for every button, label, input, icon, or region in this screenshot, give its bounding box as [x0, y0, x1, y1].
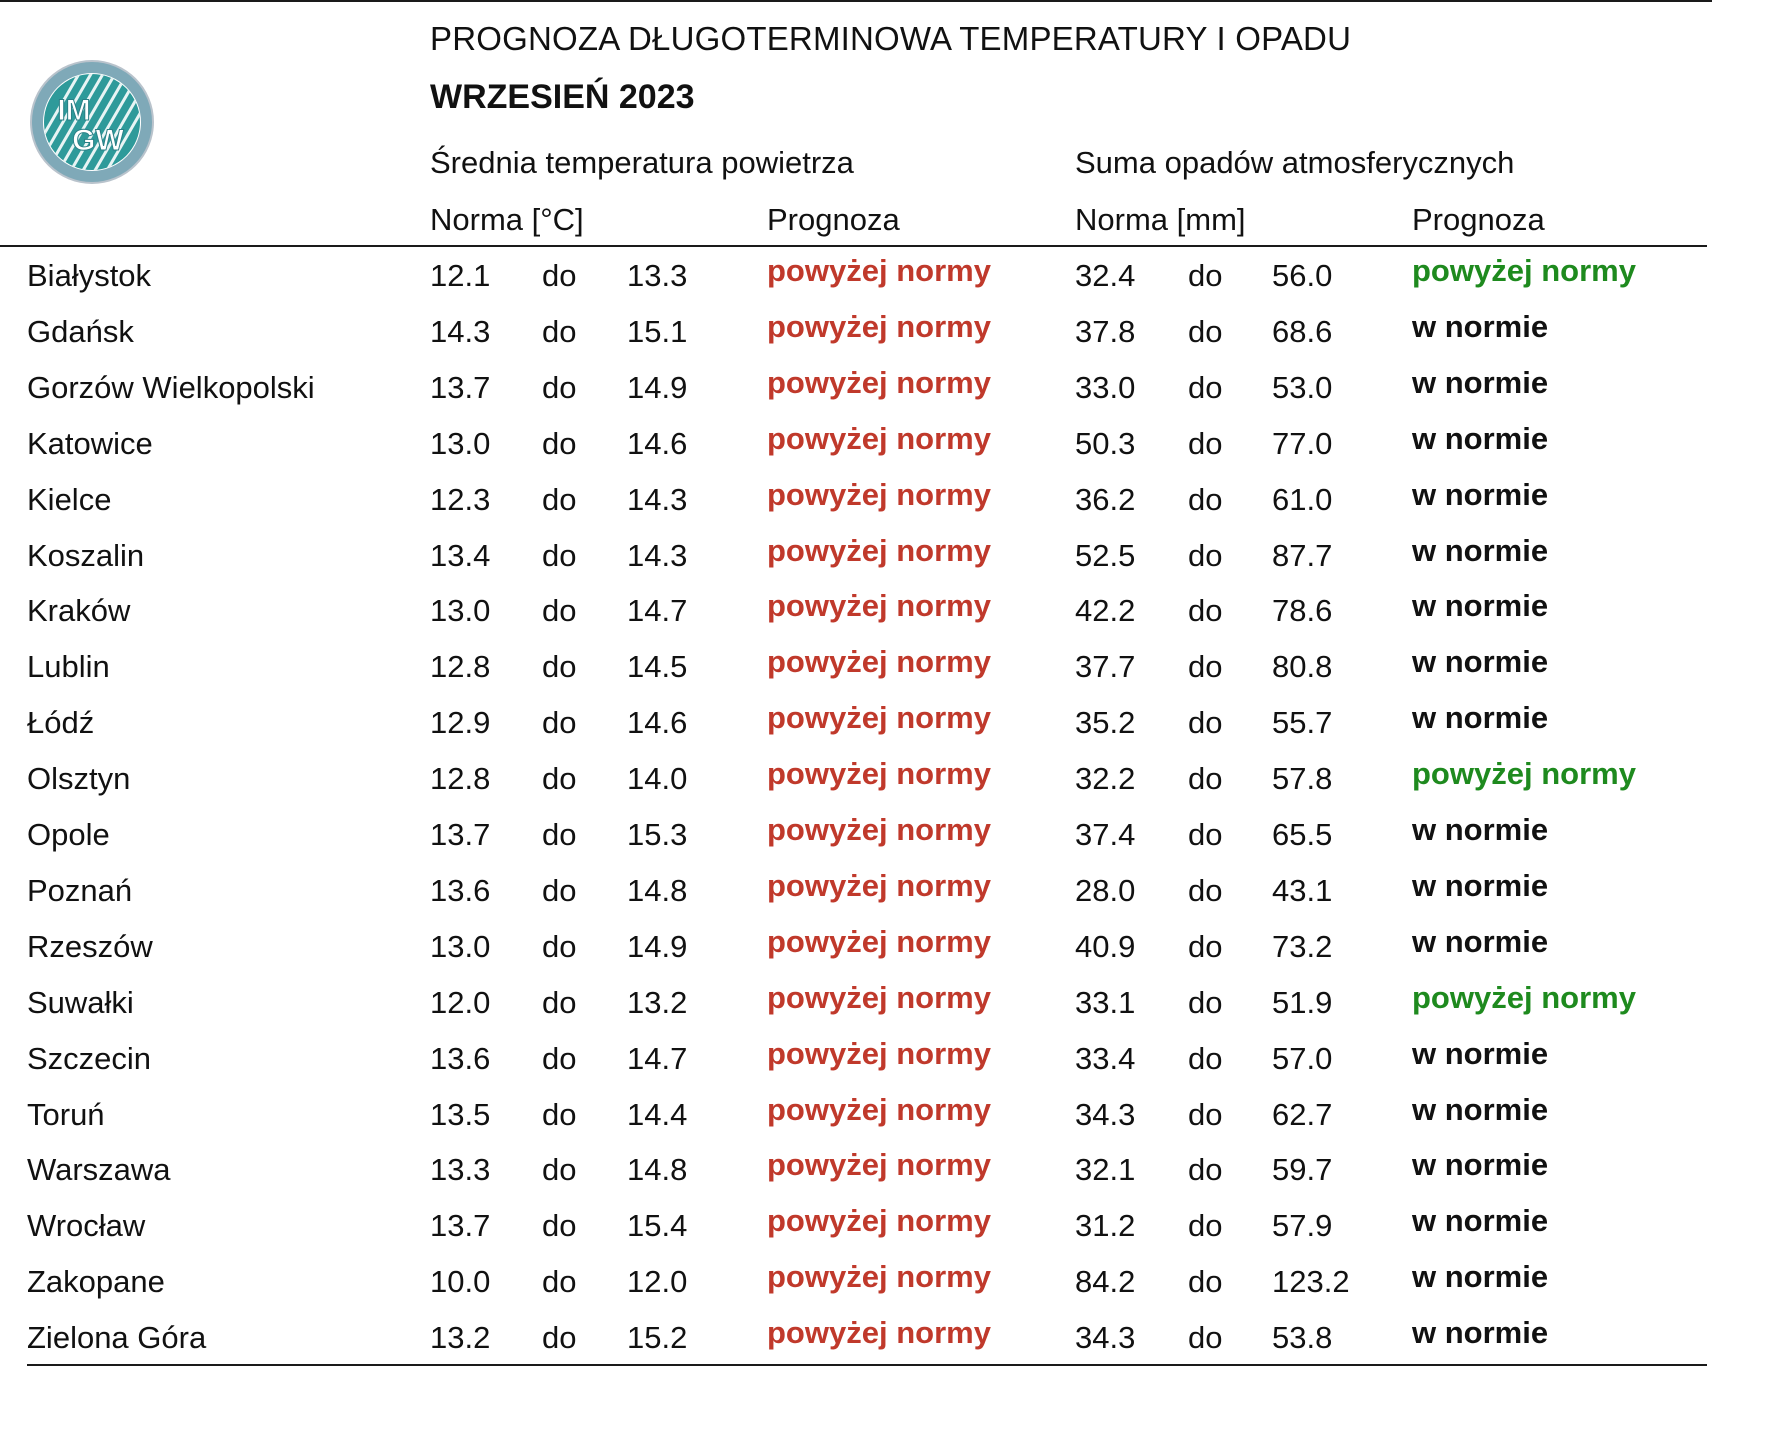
precip-norm-max: 53.8 [1272, 1320, 1333, 1356]
page-title: PROGNOZA DŁUGOTERMINOWA TEMPERATURY I OPADU [430, 20, 1352, 57]
precip-norm-min: 35.2 [1075, 705, 1136, 741]
temp-norm-max: 15.1 [627, 313, 688, 349]
temp-norm-sep: do [542, 369, 577, 405]
precip-norm-min: 34.3 [1075, 1320, 1136, 1356]
precip-norm-sep: do [1188, 593, 1223, 629]
precip-forecast: w normie [1412, 1203, 1549, 1239]
temp-norm-max: 14.3 [627, 481, 688, 517]
city-name: Koszalin [27, 537, 145, 573]
temp-forecast: powyżej normy [767, 1259, 991, 1295]
precip-norm-sep: do [1188, 705, 1223, 741]
precip-norm-min: 33.0 [1075, 369, 1136, 405]
temp-norm-sep: do [542, 1152, 577, 1188]
city-name: Kraków [27, 593, 131, 629]
precip-norm-sep: do [1188, 425, 1223, 461]
temp-norm-max: 14.3 [627, 537, 688, 573]
header-rule [0, 245, 1707, 247]
city-name: Olsztyn [27, 761, 131, 797]
temp-norm-max: 14.8 [627, 872, 688, 908]
temp-norm-min: 12.3 [430, 481, 491, 517]
table-row [0, 1259, 1769, 1320]
table-row [0, 1035, 1769, 1097]
temp-norm-min: 13.6 [430, 1040, 491, 1076]
precip-forecast: w normie [1412, 532, 1549, 568]
precip-norm-sep: do [1188, 313, 1223, 349]
precip-forecast: powyżej normy [1412, 979, 1636, 1015]
precip-norm-sep: do [1188, 761, 1223, 797]
temp-forecast: powyżej normy [767, 644, 991, 680]
temp-norm-sep: do [542, 817, 577, 852]
city-name: Zielona Góra [27, 1320, 207, 1356]
precip-forecast: w normie [1412, 700, 1549, 736]
table-row [0, 253, 1769, 314]
precip-norm-max: 57.0 [1272, 1040, 1333, 1076]
precip-norm-max: 43.1 [1272, 872, 1333, 908]
temp-norm-min: 14.3 [430, 313, 491, 349]
city-name: Warszawa [27, 1152, 171, 1188]
precip-norm-min: 32.1 [1075, 1152, 1136, 1188]
temp-forecast: powyżej normy [767, 532, 991, 568]
temp-section-heading: Średnia temperatura powietrza [430, 145, 854, 180]
temp-norm-min: 13.7 [430, 1208, 491, 1244]
city-name: Suwałki [27, 984, 134, 1020]
temp-forecast: powyżej normy [767, 1091, 991, 1127]
temp-norm-max: 15.2 [627, 1320, 688, 1356]
precip-norm-max: 77.0 [1272, 425, 1333, 461]
temp-forecast: powyżej normy [767, 700, 991, 736]
temp-norm-max: 12.0 [627, 1264, 688, 1300]
temp-norm-sep: do [542, 425, 577, 461]
temp-norm-max: 14.6 [627, 705, 688, 741]
temp-norm-header: Norma [°C] [430, 202, 584, 237]
precip-norm-sep: do [1188, 481, 1223, 517]
city-name: Kielce [27, 481, 112, 517]
precip-forecast: w normie [1412, 364, 1549, 400]
temp-norm-sep: do [542, 1096, 577, 1132]
temp-forecast: powyżej normy [767, 756, 991, 792]
precip-norm-min: 37.7 [1075, 649, 1136, 685]
precip-norm-min: 84.2 [1075, 1264, 1136, 1300]
city-name: Opole [27, 817, 110, 852]
temp-norm-max: 14.6 [627, 425, 688, 461]
precip-norm-max: 57.9 [1272, 1208, 1333, 1244]
temp-norm-max: 14.0 [627, 761, 688, 797]
imgw-logo [28, 58, 156, 186]
temp-norm-sep: do [542, 1208, 577, 1244]
precip-norm-min: 36.2 [1075, 481, 1136, 517]
temp-norm-max: 15.4 [627, 1208, 688, 1244]
precip-norm-min: 28.0 [1075, 872, 1136, 908]
precip-norm-max: 57.8 [1272, 761, 1333, 797]
temp-forecast: powyżej normy [767, 1035, 991, 1071]
temp-norm-sep: do [542, 705, 577, 741]
table-row [0, 812, 1769, 873]
temp-norm-max: 14.7 [627, 593, 688, 629]
temp-norm-sep: do [542, 1040, 577, 1076]
city-name: Gdańsk [27, 313, 134, 349]
precip-norm-header: Norma [mm] [1075, 202, 1246, 237]
precip-forecast: w normie [1412, 1315, 1549, 1351]
temp-norm-sep: do [542, 313, 577, 349]
city-name: Gorzów Wielkopolski [27, 369, 315, 405]
precip-norm-sep: do [1188, 537, 1223, 573]
table-row [0, 979, 1769, 1041]
precip-forecast: w normie [1412, 420, 1549, 456]
precip-norm-sep: do [1188, 1208, 1223, 1244]
precip-forecast: w normie [1412, 1259, 1549, 1295]
temp-norm-sep: do [542, 258, 577, 293]
precip-norm-max: 80.8 [1272, 649, 1333, 685]
precip-norm-min: 34.3 [1075, 1096, 1136, 1132]
temp-forecast: powyżej normy [767, 308, 991, 344]
precip-norm-sep: do [1188, 817, 1223, 852]
table-row [0, 644, 1769, 705]
precip-forecast: w normie [1412, 476, 1549, 512]
precip-norm-max: 56.0 [1272, 258, 1333, 293]
precip-norm-min: 50.3 [1075, 425, 1136, 461]
temp-norm-min: 13.0 [430, 425, 491, 461]
precip-norm-min: 37.8 [1075, 313, 1136, 349]
precip-norm-min: 33.1 [1075, 984, 1136, 1020]
table-row [0, 1315, 1769, 1376]
table-row [0, 700, 1769, 761]
precip-forecast: powyżej normy [1412, 756, 1636, 792]
precip-norm-min: 52.5 [1075, 537, 1136, 573]
temp-norm-sep: do [542, 761, 577, 797]
precip-forecast: w normie [1412, 1091, 1549, 1127]
precip-norm-sep: do [1188, 928, 1223, 964]
table-row [0, 756, 1769, 817]
city-name: Lublin [27, 649, 110, 685]
table-row [0, 1091, 1769, 1153]
table-row [0, 420, 1769, 482]
precip-norm-max: 87.7 [1272, 537, 1333, 573]
table-row [0, 588, 1769, 649]
temp-norm-sep: do [542, 481, 577, 517]
temp-norm-sep: do [542, 1320, 577, 1356]
precip-forecast: w normie [1412, 308, 1549, 344]
table-row [0, 532, 1769, 594]
temp-norm-min: 13.7 [430, 369, 491, 405]
temp-norm-min: 13.6 [430, 872, 491, 908]
precip-norm-sep: do [1188, 649, 1223, 685]
temp-forecast: powyżej normy [767, 1147, 991, 1183]
temp-forecast: powyżej normy [767, 923, 991, 959]
city-name: Wrocław [27, 1208, 146, 1244]
temp-norm-max: 14.9 [627, 928, 688, 964]
table-row [0, 867, 1769, 929]
temp-norm-min: 10.0 [430, 1264, 491, 1300]
period-title: WRZESIEŃ 2023 [430, 78, 695, 116]
temp-norm-max: 14.5 [627, 649, 688, 685]
temp-forecast: powyżej normy [767, 253, 991, 288]
precip-forecast: powyżej normy [1412, 253, 1636, 288]
precip-norm-sep: do [1188, 1152, 1223, 1188]
precip-norm-min: 32.4 [1075, 258, 1136, 293]
precip-norm-max: 123.2 [1272, 1264, 1350, 1300]
precip-norm-sep: do [1188, 1320, 1223, 1356]
precip-forecast: w normie [1412, 1147, 1549, 1183]
precip-norm-max: 62.7 [1272, 1096, 1333, 1132]
temp-norm-max: 13.2 [627, 984, 688, 1020]
temp-norm-min: 12.8 [430, 761, 491, 797]
temp-forecast: powyżej normy [767, 812, 991, 847]
city-name: Zakopane [27, 1264, 165, 1300]
table-row [0, 1203, 1769, 1264]
precip-norm-max: 65.5 [1272, 817, 1333, 852]
precip-norm-min: 42.2 [1075, 593, 1136, 629]
temp-norm-sep: do [542, 1264, 577, 1300]
top-rule [0, 0, 1712, 2]
temp-norm-max: 14.8 [627, 1152, 688, 1188]
temp-norm-max: 15.3 [627, 817, 688, 852]
temp-norm-max: 14.4 [627, 1096, 688, 1132]
temp-forecast: powyżej normy [767, 1315, 991, 1351]
temp-norm-max: 14.9 [627, 369, 688, 405]
precip-norm-min: 37.4 [1075, 817, 1136, 852]
temp-norm-sep: do [542, 928, 577, 964]
temp-norm-min: 12.8 [430, 649, 491, 685]
precip-norm-max: 59.7 [1272, 1152, 1333, 1188]
precip-norm-max: 51.9 [1272, 984, 1333, 1020]
temp-forecast-header: Prognoza [767, 202, 900, 237]
logo-text-top: IM [57, 94, 91, 127]
temp-forecast: powyżej normy [767, 867, 991, 903]
precip-norm-min: 40.9 [1075, 928, 1136, 964]
precip-norm-sep: do [1188, 258, 1223, 293]
precip-forecast: w normie [1412, 867, 1549, 903]
city-name: Toruń [27, 1096, 105, 1132]
city-name: Poznań [27, 872, 133, 908]
logo-text-bottom: GW [72, 124, 124, 157]
precip-norm-max: 73.2 [1272, 928, 1333, 964]
table-row [0, 308, 1769, 370]
precip-norm-max: 61.0 [1272, 481, 1333, 517]
precip-norm-sep: do [1188, 872, 1223, 908]
precip-norm-min: 32.2 [1075, 761, 1136, 797]
temp-forecast: powyżej normy [767, 476, 991, 512]
temp-norm-min: 13.4 [430, 537, 491, 573]
temp-forecast: powyżej normy [767, 1203, 991, 1239]
precip-forecast: w normie [1412, 923, 1549, 959]
imgw-logo-graphic [28, 58, 156, 186]
table-row [0, 923, 1769, 985]
precip-norm-sep: do [1188, 1264, 1223, 1300]
city-name: Rzeszów [27, 928, 153, 964]
precip-norm-max: 53.0 [1272, 369, 1333, 405]
temp-norm-sep: do [542, 593, 577, 629]
precip-norm-max: 55.7 [1272, 705, 1333, 741]
temp-norm-sep: do [542, 537, 577, 573]
temp-norm-min: 12.9 [430, 705, 491, 741]
city-name: Białystok [27, 258, 152, 293]
city-name: Katowice [27, 425, 153, 461]
temp-norm-min: 13.0 [430, 593, 491, 629]
temp-norm-sep: do [542, 649, 577, 685]
temp-norm-min: 13.2 [430, 1320, 491, 1356]
temp-forecast: powyżej normy [767, 588, 991, 624]
precip-norm-sep: do [1188, 1040, 1223, 1076]
precip-forecast: w normie [1412, 588, 1549, 624]
temp-norm-max: 14.7 [627, 1040, 688, 1076]
city-name: Szczecin [27, 1040, 152, 1076]
temp-norm-sep: do [542, 872, 577, 908]
temp-norm-max: 13.3 [627, 258, 688, 293]
table-row [0, 476, 1769, 538]
precip-norm-min: 33.4 [1075, 1040, 1136, 1076]
precip-forecast: w normie [1412, 812, 1549, 847]
temp-forecast: powyżej normy [767, 979, 991, 1015]
precip-norm-sep: do [1188, 369, 1223, 405]
precip-norm-max: 78.6 [1272, 593, 1333, 629]
temp-norm-min: 13.5 [430, 1096, 491, 1132]
temp-norm-min: 12.0 [430, 984, 491, 1020]
temp-norm-min: 12.1 [430, 258, 491, 293]
bottom-rule [27, 1364, 1707, 1366]
table-row [0, 1147, 1769, 1208]
precip-norm-sep: do [1188, 1096, 1223, 1132]
precip-norm-max: 68.6 [1272, 313, 1333, 349]
precip-forecast: w normie [1412, 1035, 1549, 1071]
table-row [0, 364, 1769, 426]
temp-norm-sep: do [542, 984, 577, 1020]
precip-norm-min: 31.2 [1075, 1208, 1136, 1244]
precip-norm-sep: do [1188, 984, 1223, 1020]
precip-section-heading: Suma opadów atmosferycznych [1075, 145, 1515, 180]
precip-forecast-header: Prognoza [1412, 202, 1545, 237]
city-name: Łódź [27, 705, 95, 741]
precip-forecast: w normie [1412, 644, 1549, 680]
temp-norm-min: 13.7 [430, 817, 491, 852]
temp-norm-min: 13.0 [430, 928, 491, 964]
temp-forecast: powyżej normy [767, 420, 991, 456]
temp-forecast: powyżej normy [767, 364, 991, 400]
temp-norm-min: 13.3 [430, 1152, 491, 1188]
